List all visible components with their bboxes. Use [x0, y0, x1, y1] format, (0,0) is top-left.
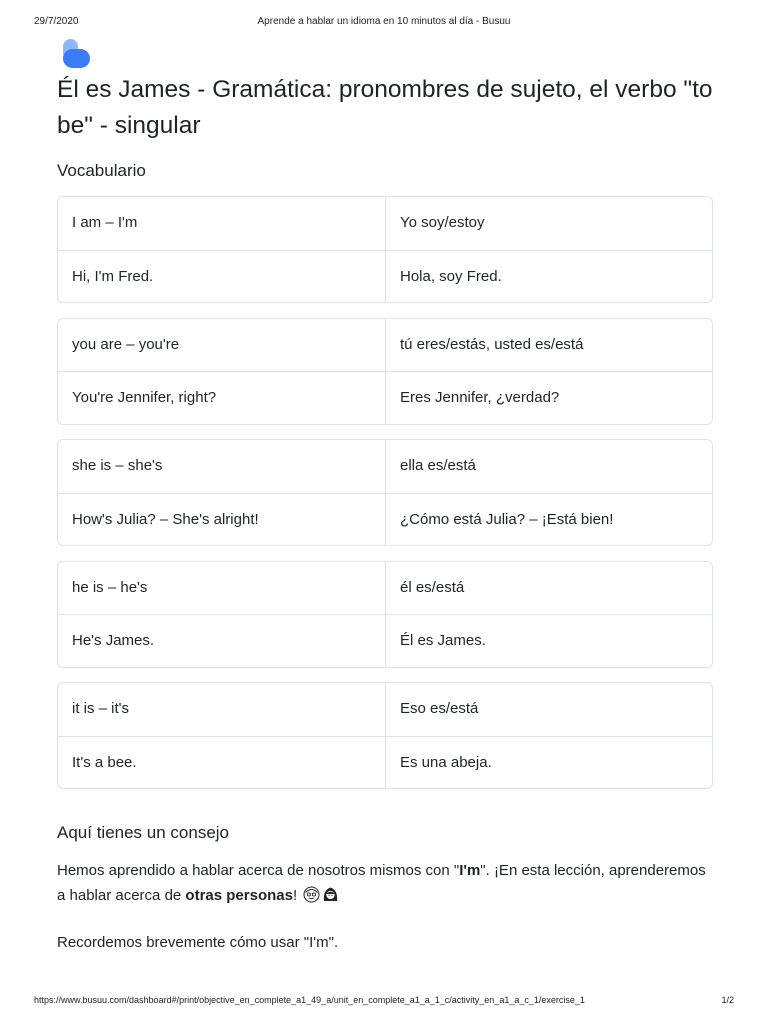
page-title: Él es James - Gramática: pronombres de sujeto, el verbo "to be" - singular — [57, 76, 713, 139]
vocab-row — [58, 319, 712, 372]
vocab-english: How's Julia? – She's alright! — [72, 510, 259, 528]
vocab-spanish: Hola, soy Fred. — [385, 251, 712, 304]
vocab-english: He's James. — [72, 632, 155, 649]
vocab-english: he is – he's — [72, 578, 148, 596]
vocab-card — [57, 318, 713, 425]
print-header — [0, 16, 768, 30]
vocab-row — [58, 197, 712, 250]
tip-bold-im: I'm — [459, 862, 481, 879]
tip-bold-other-people: otras personas — [185, 887, 293, 904]
vocab-row — [58, 736, 712, 790]
vocab-spanish: ¿Cómo está Julia? – ¡Está bien! — [385, 494, 712, 547]
vocab-spanish: Él es James. — [385, 615, 712, 668]
vocab-spanish: Yo soy/estoy — [385, 197, 712, 250]
vocab-card — [57, 196, 713, 303]
print-page-number: 1/2 — [721, 995, 734, 1005]
tip-section-title: Aquí tienes un consejo — [57, 823, 230, 842]
vocab-row — [58, 562, 712, 615]
vocab-english: Hi, I'm Fred. — [72, 267, 154, 285]
older-man-emoji-icon — [303, 886, 320, 903]
vocab-english: It's a bee. — [72, 753, 137, 771]
tip-recall-text: Recordemos brevemente cómo usar "I'm". — [57, 934, 339, 951]
vocab-card — [57, 682, 713, 789]
vocab-spanish: él es/está — [385, 562, 712, 615]
busuu-logo-icon — [60, 38, 92, 70]
vocab-spanish: tú eres/estás, usted es/está — [385, 319, 712, 372]
vocab-english: you are – you're — [72, 335, 180, 353]
vocab-spanish: Es una abeja. — [385, 737, 712, 790]
vocab-english: I am – I'm — [72, 214, 138, 231]
vocab-section-title: Vocabulario — [57, 161, 146, 180]
vocab-spanish: Eso es/está — [385, 683, 712, 736]
print-page-title: Aprende a hablar un idioma en 10 minutos al día - Busuu — [257, 16, 511, 27]
tip-paragraph — [57, 858, 717, 908]
tip-text-part: ! — [292, 887, 302, 904]
print-date: 29/7/2020 — [34, 16, 79, 27]
vocab-row — [58, 440, 712, 493]
vocab-row — [58, 493, 712, 547]
tip-text-part: Hemos aprendido a hablar acerca de nosotros mismos con " — [57, 862, 460, 879]
vocab-row — [58, 371, 712, 425]
vocab-english: You're Jennifer, right? — [72, 389, 217, 406]
tip-text-part: ". ¡En esta lección, aprenderemos a hablar acerca de — [57, 862, 706, 904]
vocab-spanish: ella es/está — [385, 440, 712, 493]
vocab-row — [58, 250, 712, 304]
vocab-card — [57, 439, 713, 546]
woman-emoji-icon — [322, 886, 339, 903]
print-footer — [0, 995, 768, 1009]
vocab-card — [57, 561, 713, 668]
vocab-english: she is – she's — [72, 457, 163, 474]
vocab-spanish: Eres Jennifer, ¿verdad? — [385, 372, 712, 425]
vocab-english: it is – it's — [72, 700, 130, 717]
busuu-logo-svg — [60, 38, 92, 70]
vocab-row — [58, 614, 712, 668]
print-url: https://www.busuu.com/dashboard#/print/objective_en_complete_a1_49_a/unit_en_complete_a1_a_1_c/activity_en_a1_a_c_1/exercise_1 — [34, 995, 585, 1005]
vocab-list — [57, 196, 713, 804]
vocab-row — [58, 683, 712, 736]
